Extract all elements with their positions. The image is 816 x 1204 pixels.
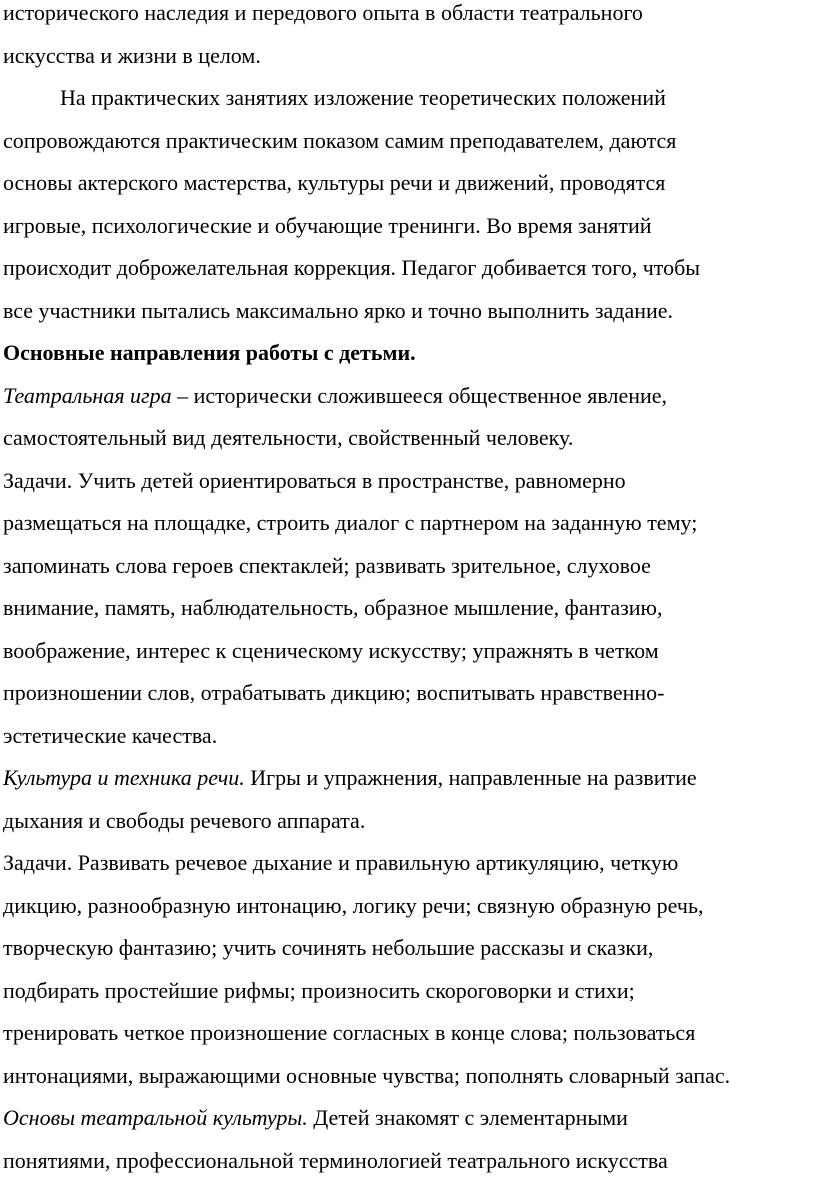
- text-line: воображение, интерес к сценическому искусству; упражнять в четком: [3, 637, 659, 663]
- text-line: Задачи. Учить детей ориентироваться в пространстве, равномерно: [3, 467, 626, 493]
- text-line: интонациями, выражающими основные чувства; пополнять словарный запас.: [3, 1062, 731, 1088]
- text-line: тренировать четкое произношение согласных в конце слова; пользоваться: [3, 1020, 696, 1045]
- text-fragment: – исторически сложившееся общественное явление,: [171, 382, 668, 408]
- text-line: основы актерского мастерства, культуры речи и движений, проводятся: [3, 170, 666, 195]
- text-line: На практических занятиях изложение теоретических положений: [60, 85, 666, 110]
- text-line: исторического наследия и передового опыта в области театрального: [3, 0, 643, 25]
- text-line: искусства и жизни в целом.: [3, 42, 261, 68]
- text-line: [3, 1097, 813, 1140]
- document-page: [3, 0, 813, 1182]
- text-fragment: Детей знакомят с элементарными: [307, 1105, 628, 1130]
- intro-paragraph: [3, 0, 813, 77]
- practical-paragraph: [3, 77, 813, 332]
- text-line: размещаться на площадке, строить диалог с партнером на заданную тему;: [3, 510, 698, 535]
- text-line: сопровождаются практическим показом самим преподавателем, даются: [3, 127, 677, 153]
- speech-culture-paragraph: [3, 757, 813, 842]
- text-line: происходит доброжелательная коррекция. Педагог добивается того, чтобы: [3, 255, 701, 280]
- text-line: творческую фантазию; учить сочинять небольшие рассказы и сказки,: [3, 935, 654, 960]
- text-line: Задачи. Развивать речевое дыхание и правильную артикуляцию, четкую: [3, 850, 679, 875]
- text-line: все участники пытались максимально ярко и точно выполнить задание.: [3, 297, 674, 323]
- text-line: игровые, психологические и обучающие тренинги. Во время занятий: [3, 212, 652, 238]
- text-line: дикцию, разнообразную интонацию, логику речи; связную образную речь,: [3, 892, 704, 918]
- section-heading: Основные направления работы с детьми.: [3, 340, 416, 365]
- text-line: запоминать слова героев спектаклей; развивать зрительное, слуховое: [3, 552, 651, 578]
- text-line: [3, 757, 813, 800]
- text-line: произношении слов, отрабатывать дикцию; воспитывать нравственно-: [3, 680, 665, 705]
- game-tasks-paragraph: [3, 460, 813, 758]
- text-line: дыхания и свободы речевого аппарата.: [3, 807, 366, 833]
- term-speech-culture: Культура и техника речи.: [3, 765, 245, 790]
- text-line: подбирать простейшие рифмы; произносить скороговорки и стихи;: [3, 977, 635, 1003]
- text-line: внимание, память, наблюдательность, образное мышление, фантазию,: [3, 595, 663, 620]
- term-theatrical-game: Театральная игра: [3, 382, 172, 408]
- text-line: [3, 375, 813, 418]
- text-line: эстетические качества.: [3, 722, 218, 748]
- text-line: понятиями, профессиональной терминологией театрального искусства: [3, 1147, 668, 1173]
- term-theatre-culture: Основы театральной культуры.: [3, 1105, 308, 1130]
- theatrical-game-paragraph: [3, 375, 813, 460]
- theatre-culture-paragraph: [3, 1097, 813, 1182]
- text-line: самостоятельный вид деятельности, свойственный человеку.: [3, 425, 574, 450]
- text-fragment: Игры и упражнения, направленные на развитие: [244, 765, 697, 790]
- speech-tasks-paragraph: [3, 842, 813, 1097]
